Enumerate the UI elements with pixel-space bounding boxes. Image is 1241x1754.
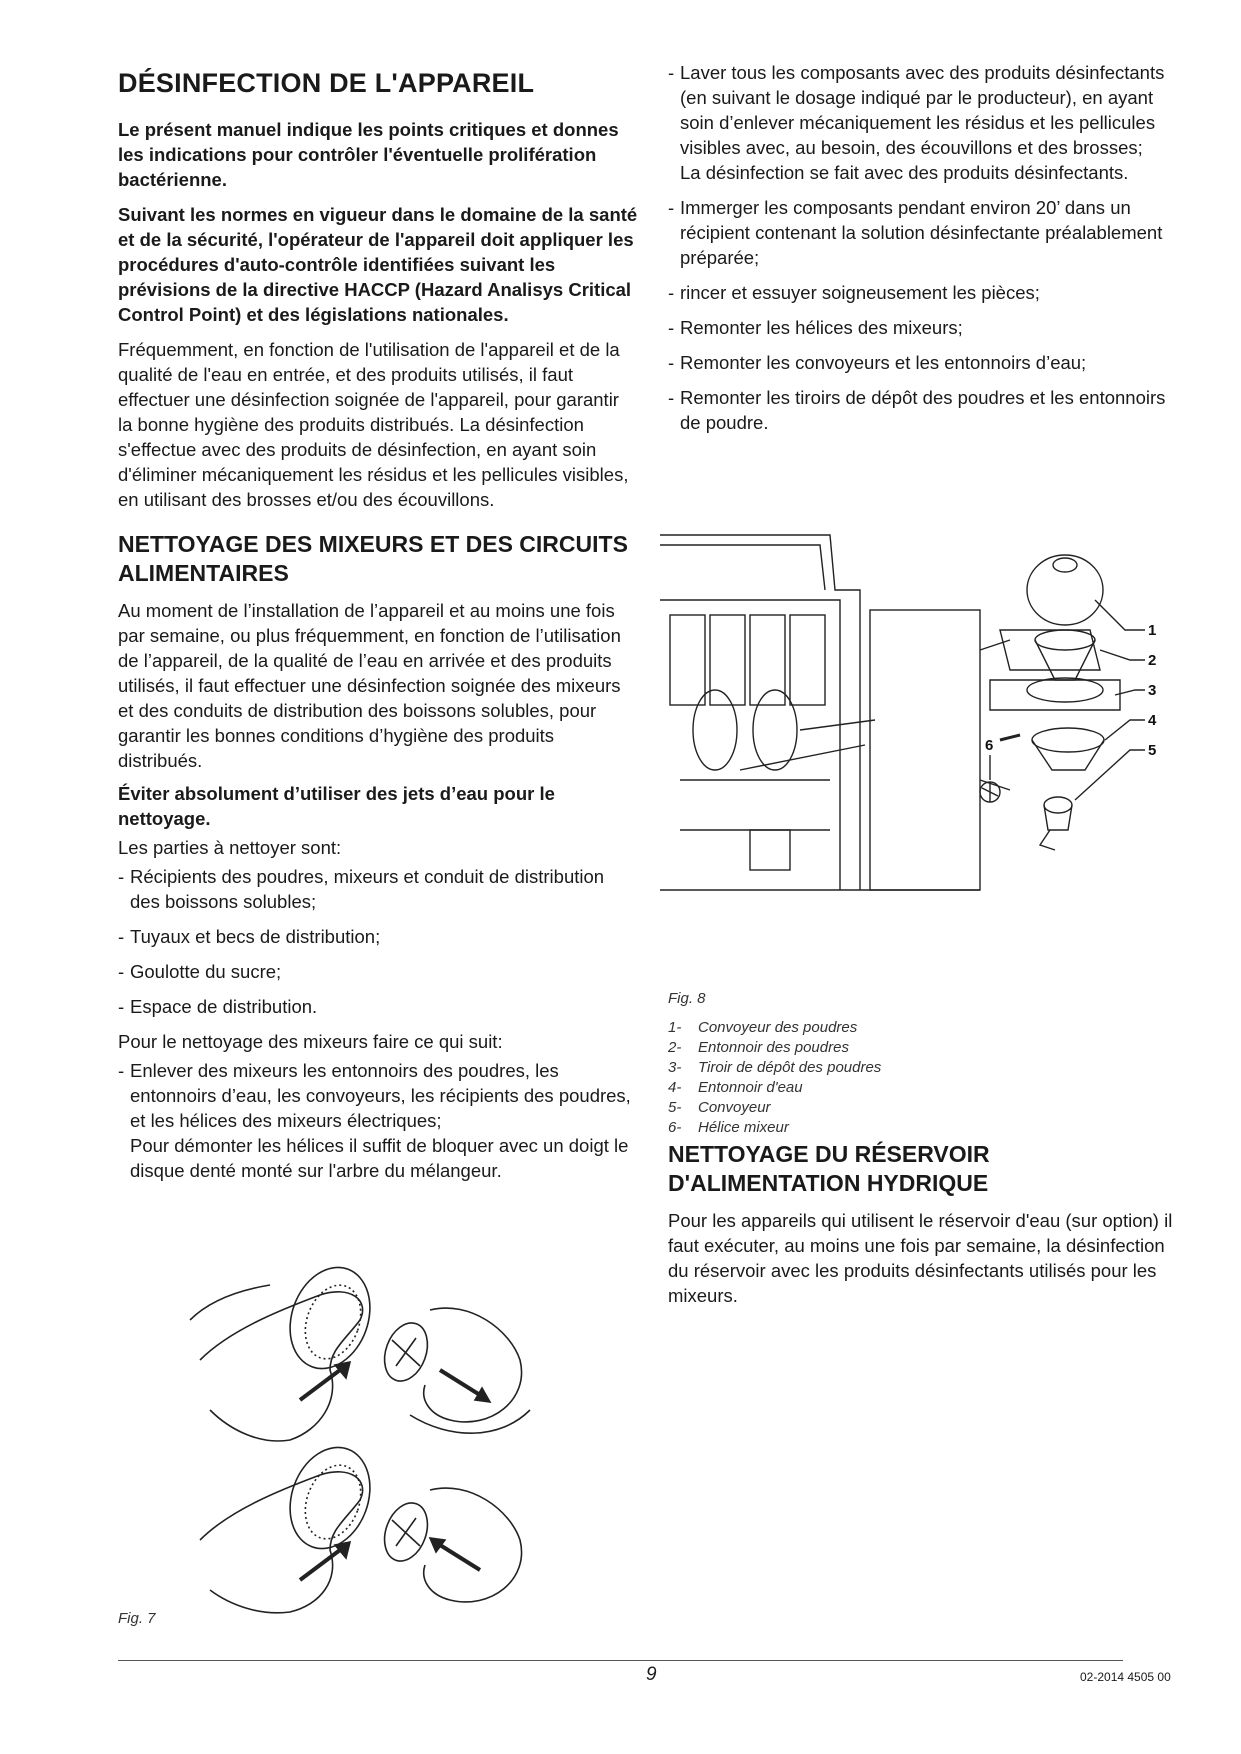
fig7-illustration: [170, 1240, 630, 1620]
section-heading-reservoir: NETTOYAGE DU RÉSERVOIR D'ALIMENTATION HYDRIQUE: [668, 1141, 990, 1196]
mixer-intro: Pour le nettoyage des mixeurs faire ce qui suit:: [118, 1031, 503, 1052]
callout-2: 2: [1148, 652, 1157, 669]
list-item: - Enlever des mixeurs les entonnoirs des poudres, les entonnoirs d’eau, les convoyeurs, les récipients des poudres, et les hélices des mixeurs électriques; Pour démonter les hélices il suffit de bloquer avec un doigt le disque denté monté sur l'arbre du mélangeur.: [118, 1058, 638, 1183]
legend-item: 6- Hélice mixeur: [668, 1119, 789, 1136]
section-heading-mixers: NETTOYAGE DES MIXEURS ET DES CIRCUITS ALIMENTAIRES: [118, 531, 628, 586]
intro-bold-paragraph-2: Suivant les normes en vigueur dans le domaine de la santé et de la sécurité, l'opérateur de l'appareil doit appliquer les procédures d'auto-contrôle identifiées suivant les prévisions de la directive HACCP (Hazard Analisys Critical Control Point) et des législations nationales.: [118, 204, 638, 325]
legend-item: 4- Entonnoir d'eau: [668, 1079, 803, 1096]
callout-4: 4: [1148, 712, 1157, 729]
list-item: - Tuyaux et becs de distribution;: [118, 924, 638, 949]
list-item: - Goulotte du sucre;: [118, 959, 638, 984]
list-item: - Remonter les convoyeurs et les entonnoirs d’eau;: [668, 350, 1188, 375]
fig7-caption: Fig. 7: [118, 1610, 156, 1627]
warning-text: Éviter absolument d’utiliser des jets d’eau pour le nettoyage.: [118, 783, 555, 829]
left-column: [118, 60, 638, 1193]
list-item: - Remonter les tiroirs de dépôt des poudres et les entonnoirs de poudre.: [668, 385, 1188, 435]
reservoir-section: [668, 1140, 1188, 1316]
intro-paragraph: Fréquemment, en fonction de l'utilisation de l'appareil et de la qualité de l'eau en entrée, et des produits utilisés, il faut effectuer une désinfection soignée de l'appareil, pour garantir la bonne hygiène des produits distribués. La désinfection s'effectue avec des produits de désinfection, en ayant soin d'éliminer mécaniquement les résidus et les pellicules visibles, en utilisant des brosses et/ou des écouvillons.: [118, 339, 629, 510]
fig8-caption: Fig. 8: [668, 990, 706, 1007]
parts-intro: Les parties à nettoyer sont:: [118, 837, 342, 858]
footer-divider: [118, 1660, 1123, 1661]
page-number: 9: [646, 1664, 657, 1685]
callout-1: 1: [1148, 622, 1157, 639]
page-title: DÉSINFECTION DE L'APPAREIL: [118, 68, 535, 98]
list-item: - Immerger les composants pendant environ 20’ dans un récipient contenant la solution désinfectante préalablement préparée;: [668, 195, 1188, 270]
document-code: 02-2014 4505 00: [1080, 1670, 1171, 1684]
callout-3: 3: [1148, 682, 1157, 699]
callout-5: 5: [1148, 742, 1157, 759]
right-column: [668, 60, 1188, 445]
reservoir-paragraph: Pour les appareils qui utilisent le réservoir d'eau (sur option) il faut exécuter, au moins une fois par semaine, la désinfection du réservoir avec les produits désinfectants utilisés pour les mixeurs.: [668, 1210, 1173, 1306]
mixers-paragraph: Au moment de l’installation de l’appareil et au moins une fois par semaine, ou plus fréquemment, en fonction de l’utilisation de l’appareil, de la qualité de l’eau en arrivée et des produits utilisés, il faut effectuer une désinfection soignée des mixeurs et des conduits de distribution des boissons solubles, pour garantir les bonnes conditions d’hygiène des produits distribués.: [118, 600, 621, 771]
list-item: - Récipients des poudres, mixeurs et conduit de distribution des boissons solubles;: [118, 864, 638, 914]
legend-item: 3- Tiroir de dépôt des poudres: [668, 1059, 882, 1076]
list-item: - Remonter les hélices des mixeurs;: [668, 315, 1188, 340]
fig8-legend: [668, 1018, 881, 1138]
intro-bold-paragraph-1: Le présent manuel indique les points critiques et donnes les indications pour contrôler l'éventuelle prolifération bactérienne.: [118, 119, 619, 190]
legend-item: 2- Entonnoir des poudres: [668, 1039, 849, 1056]
list-item: - Laver tous les composants avec des produits désinfectants (en suivant le dosage indiqué par le producteur), en ayant soin d’enlever mécaniquement les résidus et les pellicules visibles avec, au besoin, des écouvillons et des brosses; La désinfection se fait avec des produits désinfectants.: [668, 60, 1188, 185]
list-item: - Espace de distribution.: [118, 994, 638, 1019]
legend-item: 5- Convoyeur: [668, 1099, 771, 1116]
list-item: - rincer et essuyer soigneusement les pièces;: [668, 280, 1188, 305]
legend-item: 1- Convoyeur des poudres: [668, 1019, 858, 1036]
fig8-illustration: [660, 530, 1180, 920]
callout-6: 6: [985, 737, 994, 754]
